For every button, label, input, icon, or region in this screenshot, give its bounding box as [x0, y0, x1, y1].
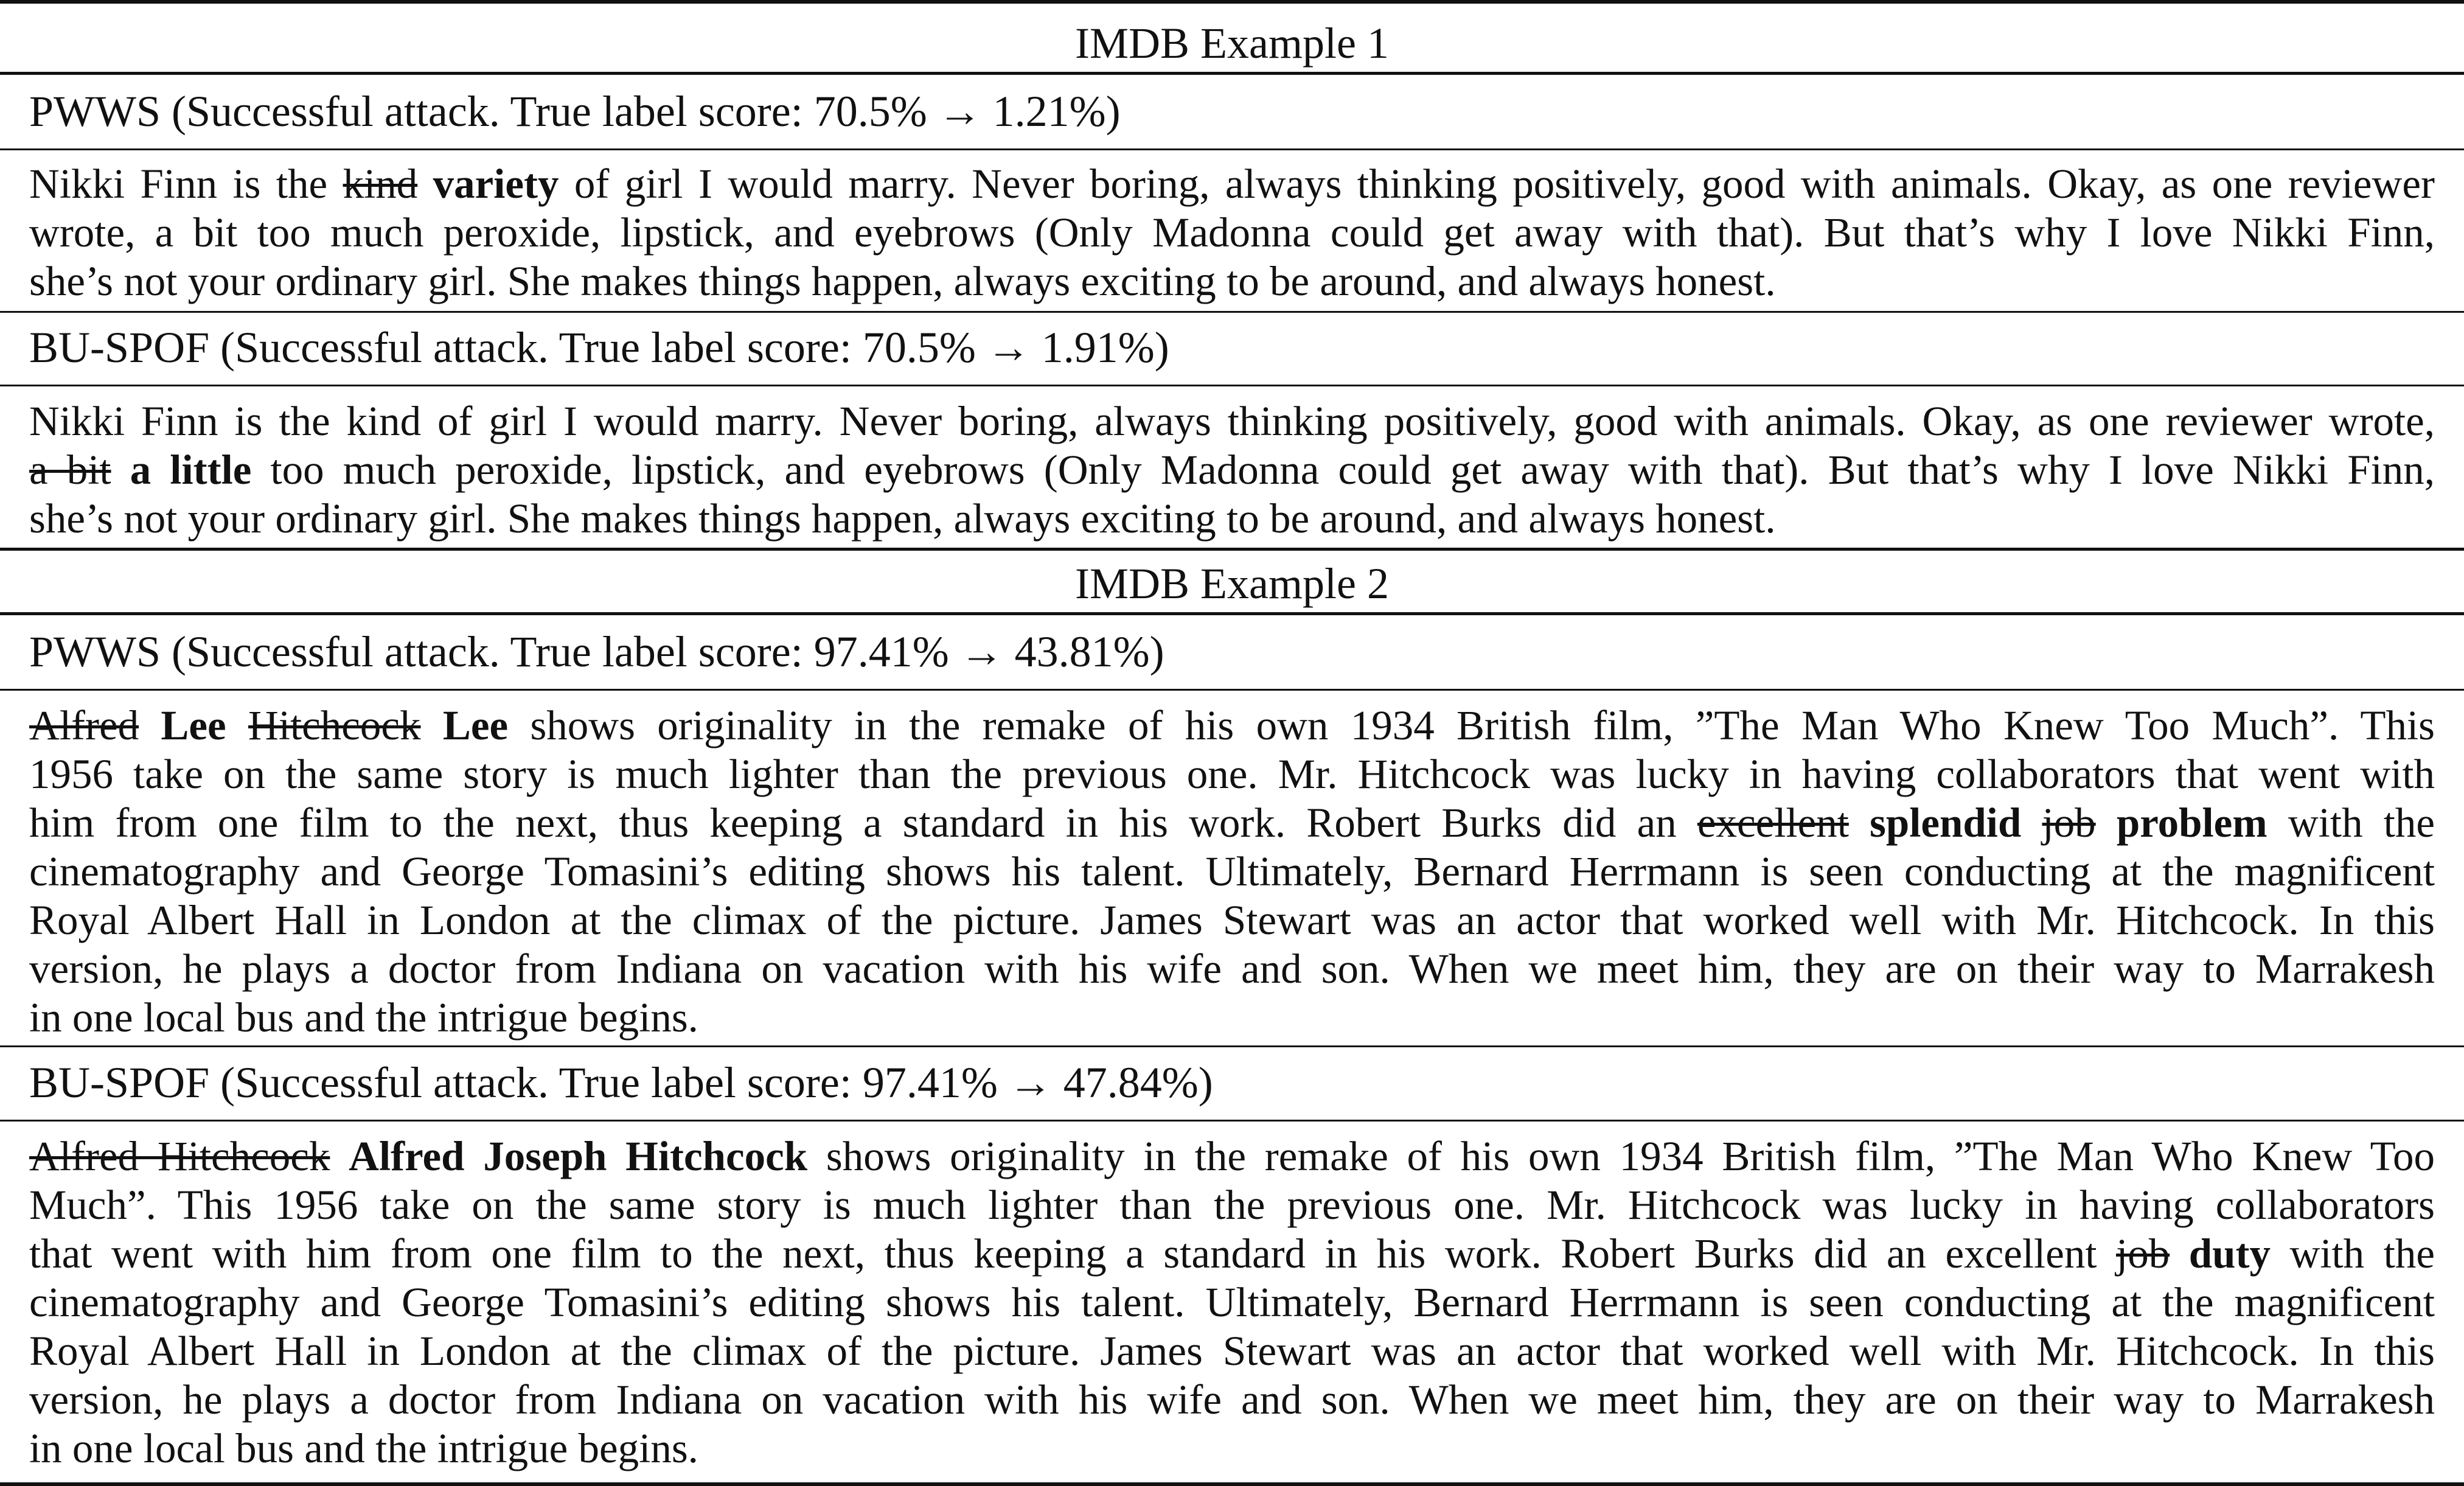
text-segment: 1956 take on the same story is much lighter than the previous one. Mr. Hitchcock was lucky in having collaborators that went with: [29, 751, 2435, 797]
text-line: [29, 750, 2435, 798]
example-2-buspof-text: [0, 1132, 2464, 1473]
example-1-pwws-method: PWWS (Successful attack. True label score: 70.5% → 1.21%): [29, 87, 1121, 136]
substituted-word: duty: [2188, 1230, 2271, 1277]
divider: [0, 689, 2464, 691]
divider: [0, 72, 2464, 75]
example-2-pwws-text: [0, 701, 2464, 1042]
text-segment: version, he plays a doctor from Indiana on vacation with his wife and son. When we meet him, they are on their way to Marrakesh: [29, 1376, 2435, 1423]
text-segment: version, he plays a doctor from Indiana on vacation with his wife and son. When we meet him, they are on their way to Marrakesh: [29, 946, 2435, 992]
removed-word: Alfred: [29, 702, 139, 748]
text-segment: [2021, 800, 2042, 846]
example-2-title: IMDB Example 2: [1075, 559, 1389, 608]
divider: [0, 311, 2464, 313]
text-segment: shows originality in the remake of his own 1934 British film, ”The Man Who Knew Too Much”. This: [508, 702, 2435, 748]
removed-word: job: [2042, 800, 2096, 846]
substituted-word: Lee: [161, 702, 226, 748]
text-line: [29, 397, 2435, 445]
substituted-word: problem: [2116, 800, 2267, 846]
text-line: [29, 1132, 2435, 1181]
text-segment: she’s not your ordinary girl. She makes things happen, always exciting to be around, and always honest.: [29, 258, 1776, 304]
divider: [0, 1120, 2464, 1121]
divider: [0, 1045, 2464, 1047]
example-2-pwws-method: PWWS (Successful attack. True label score: 97.41% → 43.81%): [29, 627, 1164, 676]
substituted-word: Alfred Joseph Hitchcock: [349, 1133, 808, 1179]
divider: [0, 385, 2464, 386]
text-segment: [417, 161, 433, 207]
text-segment: cinematography and George Tomasini’s editing shows his talent. Ultimately, Bernard Herrmann is seen conducting at the magnificent: [29, 848, 2435, 895]
text-segment: [226, 702, 248, 748]
text-segment: in one local bus and the intrigue begins.: [29, 1425, 698, 1471]
removed-word: kind: [343, 161, 418, 207]
text-segment: Nikki Finn is the kind of girl I would marry. Never boring, always thinking positively, good with animals. Okay, as one reviewer wrote,: [29, 398, 2435, 444]
text-segment: that went with him from one film to the next, thus keeping a standard in his work. Robert Burks did an excellent: [29, 1230, 2117, 1277]
text-line: [29, 1424, 2435, 1473]
text-segment: shows originality in the remake of his own 1934 British film, ”The Man Who Knew Too: [807, 1133, 2435, 1179]
text-line: [29, 798, 2435, 847]
text-line: [29, 494, 2435, 543]
text-line: [29, 445, 2435, 494]
text-segment: wrote, a bit too much peroxide, lipstick, and eyebrows (Only Madonna could get away with that). But that’s why I love Nikki Finn,: [29, 209, 2435, 256]
removed-word: excellent: [1697, 800, 1849, 846]
text-segment: she’s not your ordinary girl. She makes things happen, always exciting to be around, and always honest.: [29, 495, 1776, 542]
substituted-word: a little: [130, 447, 252, 493]
text-line: [29, 944, 2435, 993]
text-segment: Nikki Finn is the: [29, 161, 343, 207]
removed-word: Alfred Hitchcock: [29, 1133, 330, 1179]
text-segment: [2170, 1230, 2189, 1277]
text-line: [29, 1181, 2435, 1229]
text-segment: [330, 1133, 349, 1179]
text-line: [29, 1327, 2435, 1375]
text-line: [29, 257, 2435, 305]
text-segment: too much peroxide, lipstick, and eyebrows (Only Madonna could get away with that). But that’s why I love Nikki Finn,: [251, 447, 2435, 493]
text-segment: [2096, 800, 2117, 846]
text-line: [29, 1375, 2435, 1424]
text-segment: [111, 447, 130, 493]
substituted-word: Lee: [442, 702, 509, 748]
text-segment: of girl I would marry. Never boring, always thinking positively, good with animals. Okay, as one reviewer: [559, 161, 2435, 207]
text-segment: [421, 702, 443, 748]
text-segment: in one local bus and the intrigue begins.: [29, 994, 698, 1041]
text-line: [29, 1278, 2435, 1327]
substituted-word: variety: [433, 161, 559, 207]
text-segment: cinematography and George Tomasini’s editing shows his talent. Ultimately, Bernard Herrmann is seen conducting at the magnificent: [29, 1279, 2435, 1325]
divider: [0, 548, 2464, 551]
removed-word: a bit: [29, 447, 111, 493]
text-segment: [139, 702, 161, 748]
substituted-word: splendid: [1870, 800, 2022, 846]
example-1-title: IMDB Example 1: [1075, 19, 1389, 68]
text-segment: [1849, 800, 1870, 846]
example-2-buspof-method: BU-SPOF (Successful attack. True label score: 97.41% → 47.84%): [29, 1058, 1213, 1107]
text-line: [29, 208, 2435, 257]
removed-word: Hitchcock: [248, 702, 421, 748]
divider: [0, 612, 2464, 615]
text-line: [29, 159, 2435, 208]
removed-word: job: [2116, 1230, 2170, 1277]
text-line: [29, 896, 2435, 944]
text-segment: Royal Albert Hall in London at the climax of the picture. James Stewart was an actor that worked well with Mr. Hitchcock. In this: [29, 1328, 2435, 1374]
text-segment: with the: [2267, 800, 2435, 846]
example-1-pwws-text: [0, 159, 2464, 305]
text-line: [29, 701, 2435, 750]
text-segment: him from one film to the next, thus keeping a standard in his work. Robert Burks did an: [29, 800, 1697, 846]
divider: [0, 148, 2464, 150]
text-line: [29, 1229, 2435, 1278]
text-segment: with the: [2270, 1230, 2435, 1277]
example-1-buspof-text: [0, 397, 2464, 543]
text-line: [29, 847, 2435, 896]
text-segment: Royal Albert Hall in London at the climax of the picture. James Stewart was an actor that worked well with Mr. Hitchcock. In this: [29, 897, 2435, 943]
text-line: [29, 993, 2435, 1042]
text-segment: Much”. This 1956 take on the same story is much lighter than the previous one. Mr. Hitchcock was lucky in having collaborators: [29, 1182, 2435, 1228]
example-1-buspof-method: BU-SPOF (Successful attack. True label score: 70.5% → 1.91%): [29, 323, 1169, 372]
